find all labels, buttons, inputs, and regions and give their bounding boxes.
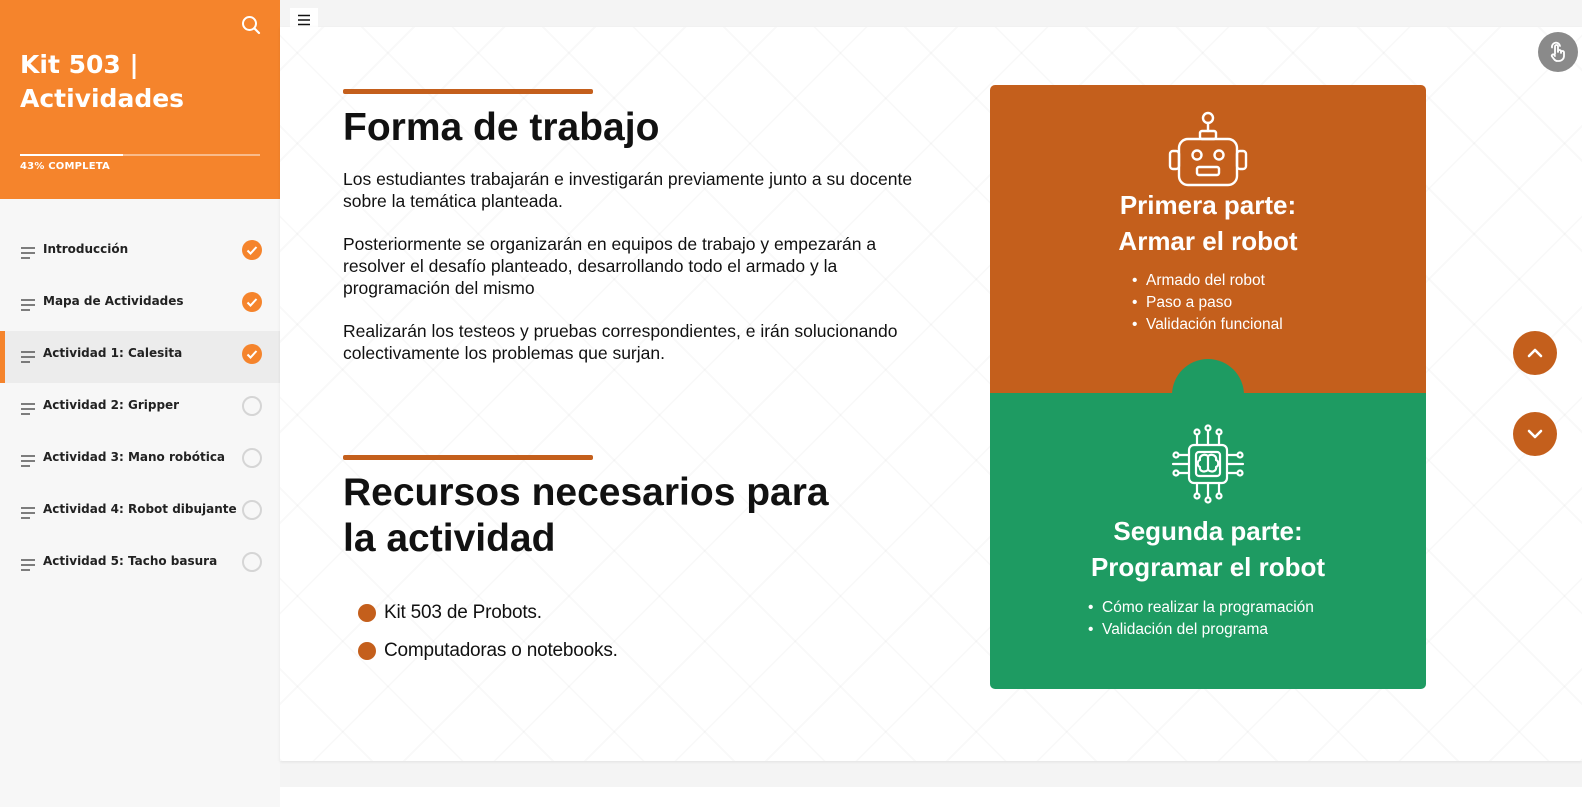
resource-item: [358, 602, 542, 624]
lesson-lines-icon: [21, 559, 35, 571]
resources-heading-line: la actividad: [343, 517, 556, 560]
resources-heading-line: Recursos necesarios para: [343, 471, 829, 514]
lesson-label: Actividad 2: Gripper: [43, 398, 180, 412]
lesson-label: Actividad 5: Tacho basura: [43, 554, 218, 568]
card-list-item: • Validación funcional: [1132, 314, 1283, 336]
lesson-label: Introducción: [43, 242, 129, 256]
touch-hand-icon: [1547, 41, 1569, 63]
course-title: Kit 503 | Actividades: [20, 50, 185, 113]
card-title-line: Segunda parte:: [1113, 516, 1303, 546]
lesson-label: Mapa de Actividades: [43, 294, 184, 308]
sidebar: [0, 0, 280, 807]
bullet-dot-icon: [358, 642, 376, 660]
check-complete-icon: [242, 240, 262, 260]
card-title-line: Programar el robot: [1090, 552, 1326, 582]
card-connector: [1172, 359, 1244, 431]
incomplete-circle-icon: [242, 448, 262, 468]
incomplete-circle-icon: [242, 552, 262, 572]
lesson-lines-icon: [21, 299, 35, 311]
scroll-up-button[interactable]: [1513, 331, 1557, 375]
card-list-item: • Validación del programa: [1088, 619, 1314, 641]
lesson-item-introduccion[interactable]: [0, 227, 280, 279]
work-heading: Forma de trabajo: [343, 106, 660, 149]
progress-bar: [20, 154, 260, 156]
chevron-up-icon: [1525, 343, 1545, 363]
card-list-item: • Armado del robot: [1132, 270, 1283, 292]
card-title-line: Armar el robot: [1118, 226, 1298, 256]
lesson-item-actividad-3[interactable]: [0, 435, 280, 487]
first-part-list: [1132, 270, 1283, 336]
search-icon[interactable]: [240, 14, 262, 36]
lesson-item-actividad-2[interactable]: [0, 383, 280, 435]
scroll-down-button[interactable]: [1513, 412, 1557, 456]
card-list-item: • Paso a paso: [1132, 292, 1283, 314]
check-complete-icon: [242, 344, 262, 364]
lesson-item-actividad-5[interactable]: [0, 539, 280, 591]
heading-accent-line: [343, 89, 593, 94]
resource-item: [358, 640, 618, 662]
resource-label: Kit 503 de Probots.: [384, 602, 542, 623]
touch-mode-button[interactable]: [1538, 32, 1578, 72]
lesson-lines-icon: [21, 247, 35, 259]
lesson-label: Actividad 1: Calesita: [43, 346, 183, 360]
incomplete-circle-icon: [242, 396, 262, 416]
lesson-lines-icon: [21, 403, 35, 415]
card-title-line: Primera parte:: [1119, 190, 1297, 220]
resource-label: Computadoras o notebooks.: [384, 640, 618, 661]
chip-brain-icon: [1167, 423, 1249, 505]
paragraph-2: Posteriormente se organizarán en equipos de trabajo y empezarán a resolver el desafío planteado, desarrollando todo el armado y la programación del mismo: [343, 234, 877, 298]
progress-label: 43% COMPLETA: [20, 161, 110, 172]
lesson-list: [0, 227, 280, 591]
paragraph-3: Realizarán los testeos y pruebas correspondientes, e irán solucionando colectivamente los problemas que surjan.: [343, 321, 898, 363]
card-list-item: • Cómo realizar la programación: [1088, 597, 1314, 619]
lesson-label: Actividad 4: Robot dibujante: [43, 502, 237, 516]
sidebar-header: [0, 0, 280, 199]
check-complete-icon: [242, 292, 262, 312]
progress-bar-fill: [20, 154, 123, 156]
next-block-edge: [280, 787, 1582, 807]
lesson-lines-icon: [21, 507, 35, 519]
bullet-dot-icon: [358, 604, 376, 622]
second-part-title: [990, 513, 1426, 585]
robot-icon: [1167, 111, 1249, 189]
lesson-item-actividad-4[interactable]: [0, 487, 280, 539]
hamburger-icon: [297, 14, 311, 26]
lesson-lines-icon: [21, 455, 35, 467]
chevron-down-icon: [1525, 424, 1545, 444]
first-part-title: [990, 187, 1426, 259]
resources-heading: [343, 470, 829, 562]
heading-accent-line: [343, 455, 593, 460]
incomplete-circle-icon: [242, 500, 262, 520]
lesson-lines-icon: [21, 351, 35, 363]
second-part-list: [1088, 597, 1314, 641]
lesson-item-mapa[interactable]: [0, 279, 280, 331]
paragraph-1: Los estudiantes trabajarán e investigarán previamente junto a su docente sobre la temática planteada.: [343, 169, 913, 211]
lesson-label: Actividad 3: Mano robótica: [43, 450, 226, 464]
lesson-item-actividad-1[interactable]: [0, 331, 280, 383]
